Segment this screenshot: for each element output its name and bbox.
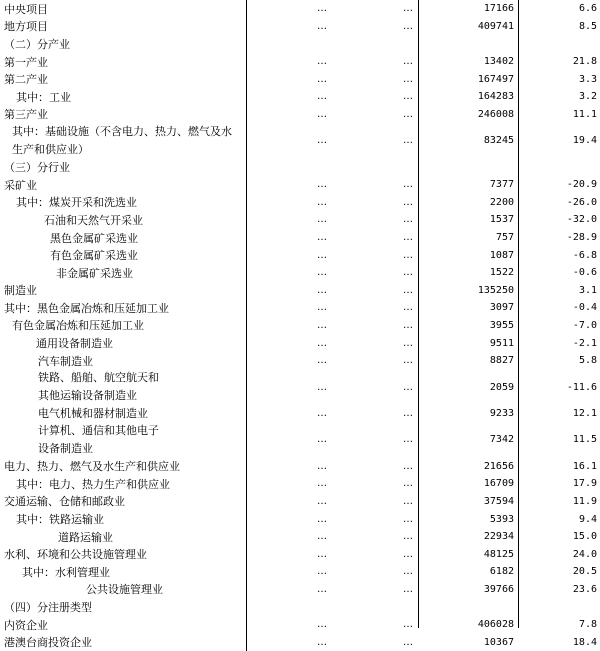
table-row	[0, 317, 600, 335]
row-label: 港澳台商投资企业	[0, 633, 247, 651]
growth-cell: -32.0	[566, 214, 597, 226]
value-cell: 2200	[489, 196, 514, 208]
table-row	[0, 18, 600, 36]
growth-cell: 24.0	[572, 548, 597, 560]
row-label: （四）分注册类型	[0, 598, 247, 616]
placeholder-cell: …	[403, 56, 414, 68]
row-label: 采矿业	[0, 176, 247, 194]
table-row	[0, 493, 600, 511]
growth-cell: 23.6	[572, 583, 597, 595]
table-row	[0, 211, 600, 229]
row-label: 道路运输业	[0, 528, 247, 546]
placeholder-cell: …	[317, 531, 328, 543]
table-row	[0, 563, 600, 581]
row-label: 其中：铁路运输业	[0, 510, 247, 528]
row-label: 黑色金属矿采选业	[0, 229, 247, 247]
row-label: 计算机、通信和其他电子 设备制造业	[0, 422, 247, 457]
row-label: 交通运输、仓储和邮政业	[0, 493, 247, 511]
table-row	[0, 633, 600, 651]
placeholder-cell: …	[403, 566, 414, 578]
growth-cell: 8.5	[578, 20, 597, 32]
placeholder-cell: …	[403, 249, 414, 261]
placeholder-cell: …	[403, 407, 414, 419]
growth-cell: 9.4	[578, 513, 597, 525]
placeholder-cell: …	[317, 302, 328, 314]
placeholder-cell: …	[317, 478, 328, 490]
growth-cell	[520, 35, 597, 53]
placeholder-cell: …	[403, 355, 414, 367]
row-label: 有色金属冶炼和压延加工业	[0, 317, 247, 335]
placeholder-cell	[329, 598, 414, 616]
placeholder-cell: …	[403, 319, 414, 331]
value-cell: 1522	[489, 267, 514, 279]
row-label: 其中：工业	[0, 88, 247, 106]
table-row	[0, 598, 600, 616]
table-row	[0, 53, 600, 71]
growth-cell: -2.1	[572, 337, 597, 349]
growth-cell: 18.4	[572, 636, 597, 648]
table-row	[0, 282, 600, 300]
placeholder-cell	[248, 35, 328, 53]
table-row	[0, 176, 600, 194]
table-row	[0, 369, 600, 404]
growth-cell: 3.2	[578, 91, 597, 103]
table-row	[0, 545, 600, 563]
placeholder-cell: …	[317, 460, 328, 472]
placeholder-cell: …	[317, 566, 328, 578]
placeholder-cell: …	[317, 407, 328, 419]
value-cell: 246008	[477, 108, 514, 120]
value-cell: 3097	[489, 302, 514, 314]
growth-cell: 5.8	[578, 355, 597, 367]
growth-cell: 21.8	[572, 56, 597, 68]
placeholder-cell: …	[317, 636, 328, 648]
placeholder-cell: …	[317, 56, 328, 68]
growth-cell: 3.1	[578, 284, 597, 296]
value-cell: 21656	[483, 460, 514, 472]
placeholder-cell	[329, 35, 414, 53]
growth-cell: -0.6	[572, 267, 597, 279]
growth-cell: 3.3	[578, 73, 597, 85]
placeholder-cell: …	[403, 135, 414, 147]
table-row	[0, 246, 600, 264]
value-cell: 37594	[483, 495, 514, 507]
row-label: （二）分产业	[0, 35, 247, 53]
row-label: 制造业	[0, 282, 247, 300]
table-row	[0, 457, 600, 475]
value-cell: 757	[495, 232, 514, 244]
value-cell: 22934	[483, 531, 514, 543]
value-cell	[420, 598, 514, 616]
row-label: 电力、热力、燃气及水生产和供应业	[0, 457, 247, 475]
placeholder-cell: …	[403, 381, 414, 393]
row-label: 第一产业	[0, 53, 247, 71]
placeholder-cell: …	[317, 108, 328, 120]
placeholder-cell: …	[317, 20, 328, 32]
table-row	[0, 422, 600, 457]
row-label: 非金属矿采选业	[0, 264, 247, 282]
value-cell: 409741	[477, 20, 514, 32]
growth-cell: -7.0	[572, 319, 597, 331]
row-label: 中央项目	[0, 0, 247, 18]
table-row	[0, 510, 600, 528]
placeholder-cell: …	[403, 284, 414, 296]
table-row	[0, 334, 600, 352]
value-cell: 406028	[477, 619, 514, 631]
placeholder-cell: …	[403, 548, 414, 560]
table-row	[0, 35, 600, 53]
growth-cell: 15.0	[572, 531, 597, 543]
value-cell: 3955	[489, 319, 514, 331]
growth-cell: 17.9	[572, 478, 597, 490]
value-cell: 48125	[483, 548, 514, 560]
row-label: 水利、环境和公共设施管理业	[0, 545, 247, 563]
value-cell: 10367	[483, 636, 514, 648]
growth-cell: -26.0	[566, 196, 597, 208]
placeholder-cell: …	[317, 355, 328, 367]
table-row	[0, 475, 600, 493]
placeholder-cell: …	[317, 91, 328, 103]
placeholder-cell: …	[403, 108, 414, 120]
table-row	[0, 123, 600, 158]
value-cell: 1087	[489, 249, 514, 261]
growth-cell: 11.1	[572, 108, 597, 120]
placeholder-cell: …	[317, 337, 328, 349]
growth-cell: -28.9	[566, 232, 597, 244]
placeholder-cell: …	[403, 619, 414, 631]
value-cell: 164283	[477, 91, 514, 103]
table-row	[0, 0, 600, 18]
placeholder-cell: …	[403, 91, 414, 103]
placeholder-cell: …	[403, 3, 414, 15]
table-row	[0, 616, 600, 634]
table-row	[0, 528, 600, 546]
placeholder-cell: …	[317, 434, 328, 446]
value-cell: 7377	[489, 179, 514, 191]
table-row	[0, 88, 600, 106]
row-label: 铁路、船舶、航空航天和 其他运输设备制造业	[0, 369, 247, 404]
table-row	[0, 194, 600, 212]
growth-cell: -20.9	[566, 179, 597, 191]
value-cell: 5393	[489, 513, 514, 525]
row-label: 第三产业	[0, 106, 247, 124]
growth-cell	[520, 158, 597, 176]
value-cell	[420, 158, 514, 176]
placeholder-cell: …	[317, 3, 328, 15]
placeholder-cell: …	[317, 249, 328, 261]
value-cell: 9511	[489, 337, 514, 349]
placeholder-cell: …	[317, 513, 328, 525]
value-cell: 6182	[489, 566, 514, 578]
growth-cell: 11.9	[572, 495, 597, 507]
table-row	[0, 70, 600, 88]
placeholder-cell: …	[403, 20, 414, 32]
row-label: 电气机械和器材制造业	[0, 405, 247, 423]
row-label: 石油和天然气开采业	[0, 211, 247, 229]
placeholder-cell: …	[403, 583, 414, 595]
placeholder-cell: …	[317, 196, 328, 208]
value-cell: 167497	[477, 73, 514, 85]
value-cell: 9233	[489, 407, 514, 419]
growth-cell: 12.1	[572, 407, 597, 419]
value-cell: 83245	[483, 135, 514, 147]
row-label: 有色金属矿采选业	[0, 246, 247, 264]
placeholder-cell: …	[317, 548, 328, 560]
value-cell: 17166	[483, 3, 514, 15]
growth-cell: 6.6	[578, 3, 597, 15]
placeholder-cell: …	[403, 337, 414, 349]
placeholder-cell: …	[403, 495, 414, 507]
placeholder-cell: …	[317, 619, 328, 631]
placeholder-cell: …	[403, 73, 414, 85]
table-row	[0, 158, 600, 176]
row-label: 通用设备制造业	[0, 334, 247, 352]
growth-cell: 7.8	[578, 619, 597, 631]
row-label: （三）分行业	[0, 158, 247, 176]
growth-cell: -11.6	[566, 381, 597, 393]
placeholder-cell: …	[403, 196, 414, 208]
row-label: 其中：黑色金属冶炼和压延加工业	[0, 299, 247, 317]
placeholder-cell	[248, 158, 328, 176]
placeholder-cell: …	[317, 179, 328, 191]
placeholder-cell: …	[403, 478, 414, 490]
growth-cell	[520, 598, 597, 616]
table-row	[0, 264, 600, 282]
row-label: 公共设施管理业	[0, 581, 247, 599]
placeholder-cell: …	[317, 267, 328, 279]
value-cell: 2059	[489, 381, 514, 393]
row-label: 其中：煤炭开采和洗选业	[0, 194, 247, 212]
table-row	[0, 229, 600, 247]
table-row	[0, 352, 600, 370]
value-cell: 8827	[489, 355, 514, 367]
row-label: 其中：电力、热力生产和供应业	[0, 475, 247, 493]
growth-cell: 11.5	[572, 434, 597, 446]
table-row	[0, 299, 600, 317]
placeholder-cell: …	[317, 284, 328, 296]
placeholder-cell: …	[317, 381, 328, 393]
column-divider	[518, 0, 519, 628]
row-label: 汽车制造业	[0, 352, 247, 370]
placeholder-cell: …	[317, 214, 328, 226]
growth-cell: 16.1	[572, 460, 597, 472]
value-cell: 39766	[483, 583, 514, 595]
placeholder-cell: …	[403, 179, 414, 191]
placeholder-cell: …	[317, 73, 328, 85]
value-cell: 16709	[483, 478, 514, 490]
row-label: 地方项目	[0, 18, 247, 36]
row-label: 第二产业	[0, 70, 247, 88]
value-cell: 135250	[477, 284, 514, 296]
placeholder-cell: …	[317, 232, 328, 244]
placeholder-cell: …	[403, 232, 414, 244]
placeholder-cell: …	[403, 267, 414, 279]
placeholder-cell	[329, 158, 414, 176]
value-cell	[420, 35, 514, 53]
row-label: 其中：水利管理业	[0, 563, 247, 581]
row-label: 内资企业	[0, 616, 247, 634]
placeholder-cell: …	[403, 636, 414, 648]
table-row	[0, 106, 600, 124]
placeholder-cell: …	[317, 495, 328, 507]
placeholder-cell: …	[403, 531, 414, 543]
placeholder-cell: …	[403, 460, 414, 472]
placeholder-cell: …	[403, 302, 414, 314]
growth-cell: 19.4	[572, 135, 597, 147]
placeholder-cell	[248, 598, 328, 616]
value-cell: 1537	[489, 214, 514, 226]
placeholder-cell: …	[317, 135, 328, 147]
placeholder-cell: …	[403, 434, 414, 446]
value-cell: 13402	[483, 56, 514, 68]
value-cell: 7342	[489, 434, 514, 446]
table-row	[0, 581, 600, 599]
placeholder-cell: …	[403, 214, 414, 226]
placeholder-cell: …	[317, 583, 328, 595]
growth-cell: -0.4	[572, 302, 597, 314]
growth-cell: 20.5	[572, 566, 597, 578]
placeholder-cell: …	[403, 513, 414, 525]
row-label: 其中：基础设施（不含电力、热力、燃气及水 生产和供应业）	[0, 123, 247, 158]
placeholder-cell: …	[317, 319, 328, 331]
column-divider	[418, 0, 419, 628]
growth-cell: -6.8	[572, 249, 597, 261]
table-row	[0, 405, 600, 423]
